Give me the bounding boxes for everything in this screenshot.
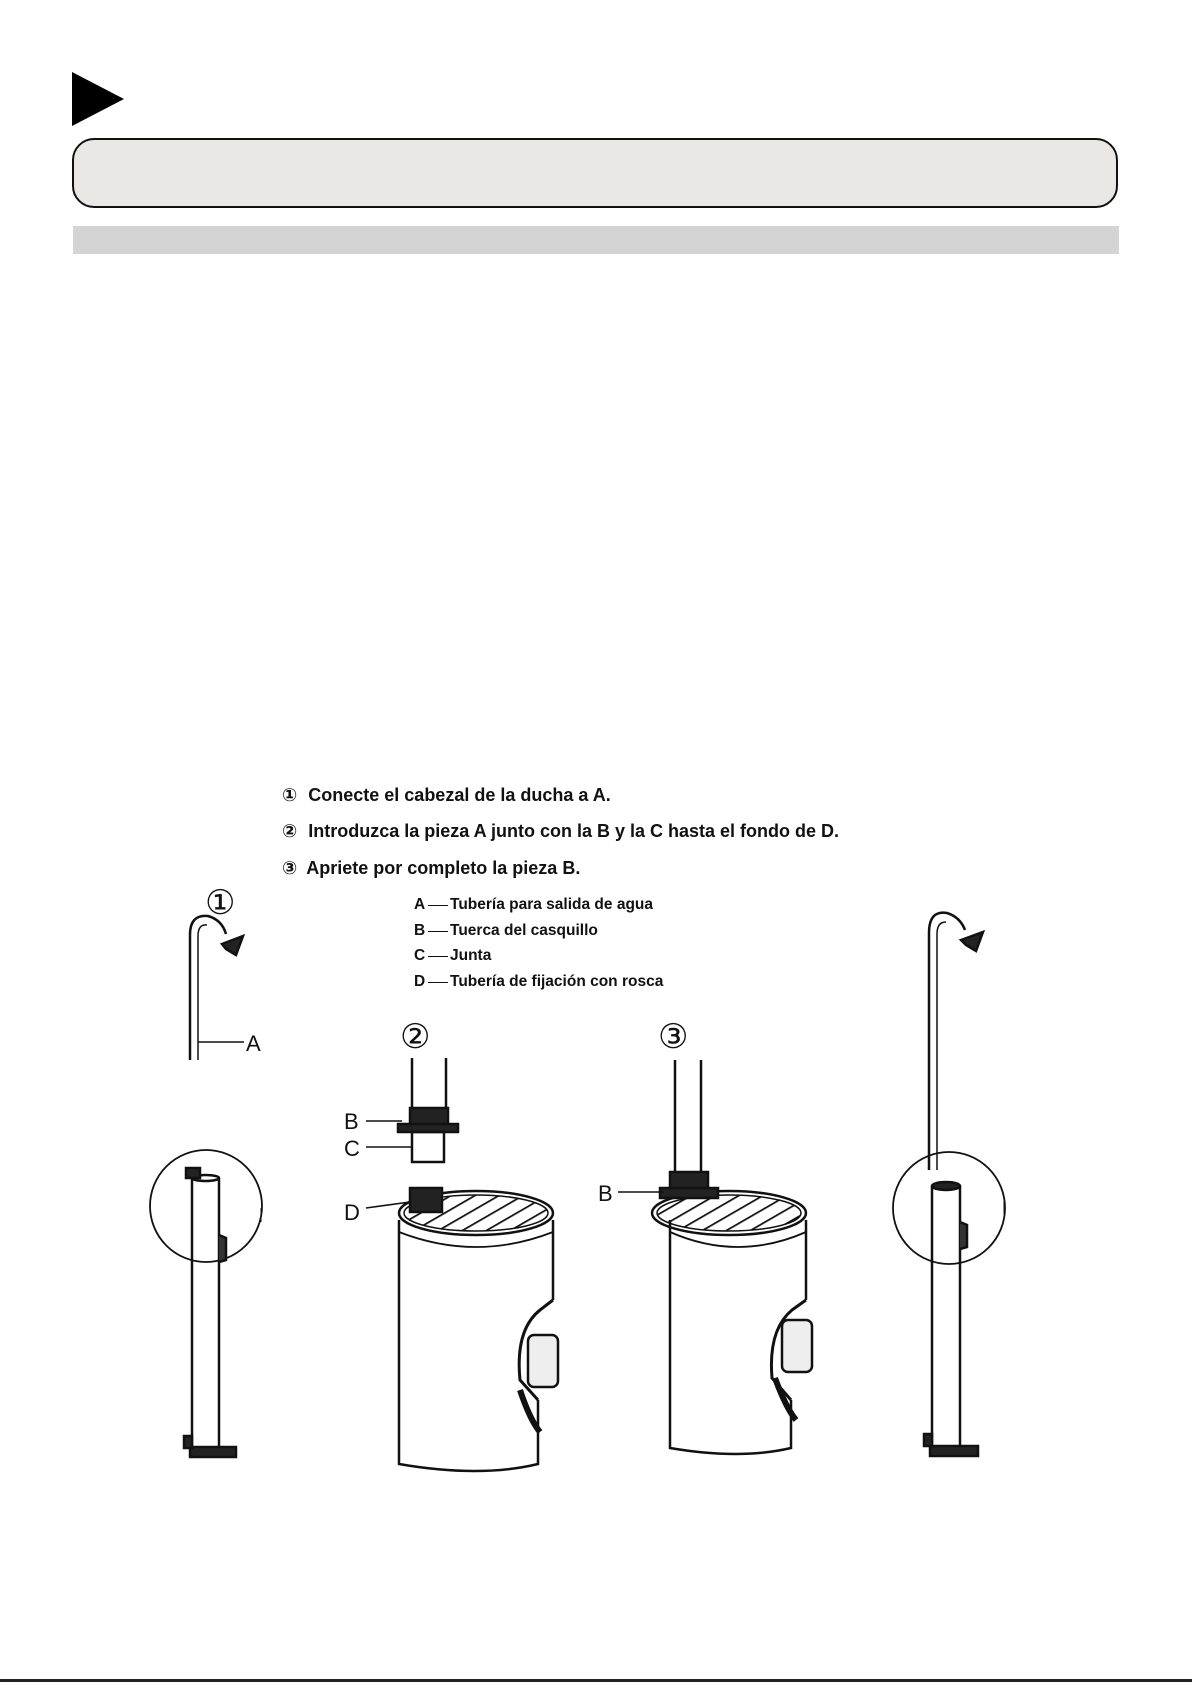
label-c-step2: C — [344, 1136, 360, 1161]
valve-knob-icon — [782, 1320, 812, 1372]
base-plate — [930, 1446, 978, 1456]
gasket-c — [412, 1132, 444, 1162]
valve-knob-icon — [528, 1335, 558, 1387]
shower-assembly-final — [893, 913, 1005, 1456]
water-pipe-inner — [937, 922, 946, 1170]
step-text: Introduzca la pieza A junto con la B y la C hasta el fondo de D. — [308, 821, 840, 841]
valve-handle-icon — [960, 1222, 967, 1249]
shower-head-icon — [961, 932, 983, 951]
shower-column — [192, 1178, 219, 1448]
detail-step2 — [366, 1058, 558, 1471]
threaded-pipe-d — [410, 1188, 442, 1212]
label-d-step2: D — [344, 1200, 360, 1225]
water-pipe-a-inner — [198, 925, 207, 1060]
detail-step3 — [618, 1060, 812, 1454]
shower-column — [932, 1186, 960, 1447]
step-marker: ③ — [282, 858, 298, 878]
pipe-segment — [412, 1058, 446, 1108]
legend-key: B — [414, 922, 426, 939]
bottom-rule — [0, 1679, 1192, 1682]
step-marker: ② — [282, 821, 298, 841]
legend-text: Junta — [450, 947, 492, 964]
water-pipe-a — [190, 916, 226, 1060]
step-number-1: ① — [205, 883, 236, 923]
step-text: Apriete por completo la pieza B. — [306, 858, 581, 878]
label-a: A — [246, 1031, 261, 1056]
label-b-step3: B — [598, 1181, 613, 1206]
base-plate — [190, 1447, 236, 1457]
base-foot — [184, 1436, 192, 1448]
detail-circle — [150, 1150, 262, 1262]
pipe-segment — [675, 1060, 701, 1172]
nut-flange — [660, 1188, 718, 1198]
legend-key: C — [414, 947, 426, 964]
legend-key: D — [414, 973, 426, 990]
shower-assembly-step1 — [150, 916, 262, 1457]
shower-head-icon — [222, 936, 243, 955]
hatched-top — [657, 1195, 801, 1231]
label-b-step2: B — [344, 1109, 359, 1134]
step-marker: ① — [282, 785, 298, 805]
legend-text: Tubería de fijación con rosca — [450, 973, 664, 990]
legend-text: Tubería para salida de agua — [450, 896, 654, 913]
connector — [186, 1168, 200, 1178]
step-number-2: ② — [400, 1017, 431, 1057]
legend-key: A — [414, 896, 426, 913]
step-number-3: ③ — [658, 1017, 689, 1057]
step-text: Conecte el cabezal de la ducha a A. — [308, 785, 611, 805]
water-pipe — [929, 913, 965, 1170]
column-top — [932, 1182, 960, 1190]
base-foot — [924, 1434, 932, 1446]
detail-circle — [893, 1152, 1005, 1264]
valve-handle-icon — [219, 1235, 226, 1262]
legend-text: Tuerca del casquillo — [450, 922, 598, 939]
valve-lever-icon — [775, 1378, 796, 1420]
